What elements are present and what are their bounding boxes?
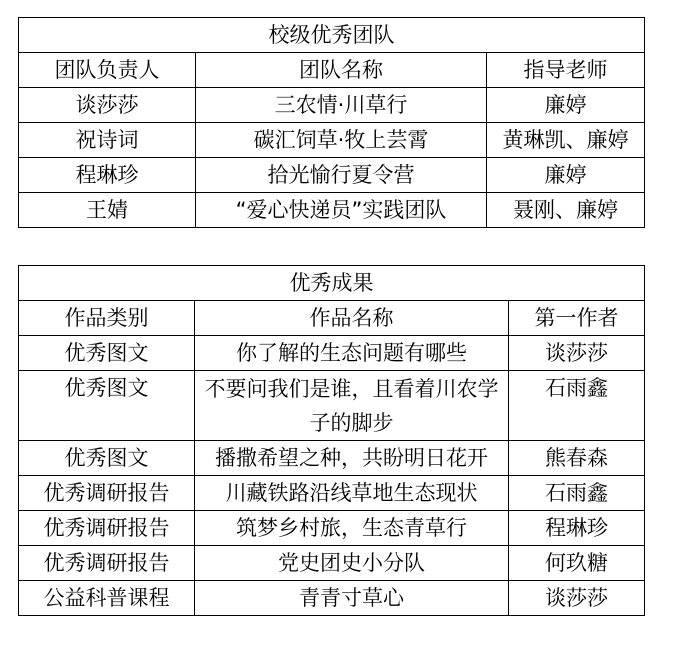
table-header-row <box>19 53 645 88</box>
team-name-cell: 拾光愉行夏令营 <box>196 158 487 193</box>
work-title-cell: 川藏铁路沿线草地生态现状 <box>195 476 509 511</box>
table-title-row <box>19 266 645 301</box>
team-leader-cell: 谈莎莎 <box>19 88 196 123</box>
category-cell: 优秀图文 <box>19 371 195 441</box>
team-leader-cell: 王婧 <box>19 193 196 228</box>
work-title-cell: 青青寸草心 <box>195 581 509 616</box>
table-row <box>19 511 645 546</box>
first-author-cell: 熊春森 <box>509 441 645 476</box>
advisor-cell: 廉婷 <box>487 88 645 123</box>
table-header-row <box>19 301 645 336</box>
column-header-team-name: 团队名称 <box>196 53 487 88</box>
table-row <box>19 123 645 158</box>
team-leader-cell: 祝诗词 <box>19 123 196 158</box>
category-cell: 公益科普课程 <box>19 581 195 616</box>
advisor-cell: 聂刚、廉婷 <box>487 193 645 228</box>
work-title-cell: 你了解的生态问题有哪些 <box>195 336 509 371</box>
first-author-cell: 石雨鑫 <box>509 476 645 511</box>
category-cell: 优秀调研报告 <box>19 476 195 511</box>
first-author-cell: 谈莎莎 <box>509 581 645 616</box>
first-author-cell: 谈莎莎 <box>509 336 645 371</box>
table-row <box>19 336 645 371</box>
team-leader-cell: 程琳珍 <box>19 158 196 193</box>
table-row <box>19 371 645 441</box>
category-cell: 优秀图文 <box>19 336 195 371</box>
advisor-cell: 廉婷 <box>487 158 645 193</box>
column-header-team-leader: 团队负责人 <box>19 53 196 88</box>
first-author-cell: 程琳珍 <box>509 511 645 546</box>
column-header-first-author: 第一作者 <box>509 301 645 336</box>
work-title-cell: 播撒希望之种，共盼明日花开 <box>195 441 509 476</box>
table-row <box>19 158 645 193</box>
table-row <box>19 476 645 511</box>
table-title-row <box>19 18 645 53</box>
work-title-cell: 筑梦乡村旅，生态青草行 <box>195 511 509 546</box>
table-row <box>19 441 645 476</box>
table-row <box>19 581 645 616</box>
work-title-cell: 党史团史小分队 <box>195 546 509 581</box>
table-row <box>19 88 645 123</box>
team-name-cell: 碳汇饲草·牧上芸霄 <box>196 123 487 158</box>
column-header-work-title: 作品名称 <box>195 301 509 336</box>
team-name-cell: “爱心快递员”实践团队 <box>196 193 487 228</box>
column-header-advisor: 指导老师 <box>487 53 645 88</box>
team-name-cell: 三农情·川草行 <box>196 88 487 123</box>
first-author-cell: 石雨鑫 <box>509 371 645 441</box>
advisor-cell: 黄琳凯、廉婷 <box>487 123 645 158</box>
category-cell: 优秀图文 <box>19 441 195 476</box>
table-row <box>19 546 645 581</box>
excellent-results-table <box>18 265 645 616</box>
category-cell: 优秀调研报告 <box>19 546 195 581</box>
column-header-category: 作品类别 <box>19 301 195 336</box>
table-row <box>19 193 645 228</box>
table-title: 优秀成果 <box>19 266 645 301</box>
category-cell: 优秀调研报告 <box>19 511 195 546</box>
work-title-cell: 不要问我们是谁，且看着川农学子的脚步 <box>195 371 509 441</box>
first-author-cell: 何玖糖 <box>509 546 645 581</box>
table-title: 校级优秀团队 <box>19 18 645 53</box>
school-excellent-teams-table <box>18 17 645 228</box>
